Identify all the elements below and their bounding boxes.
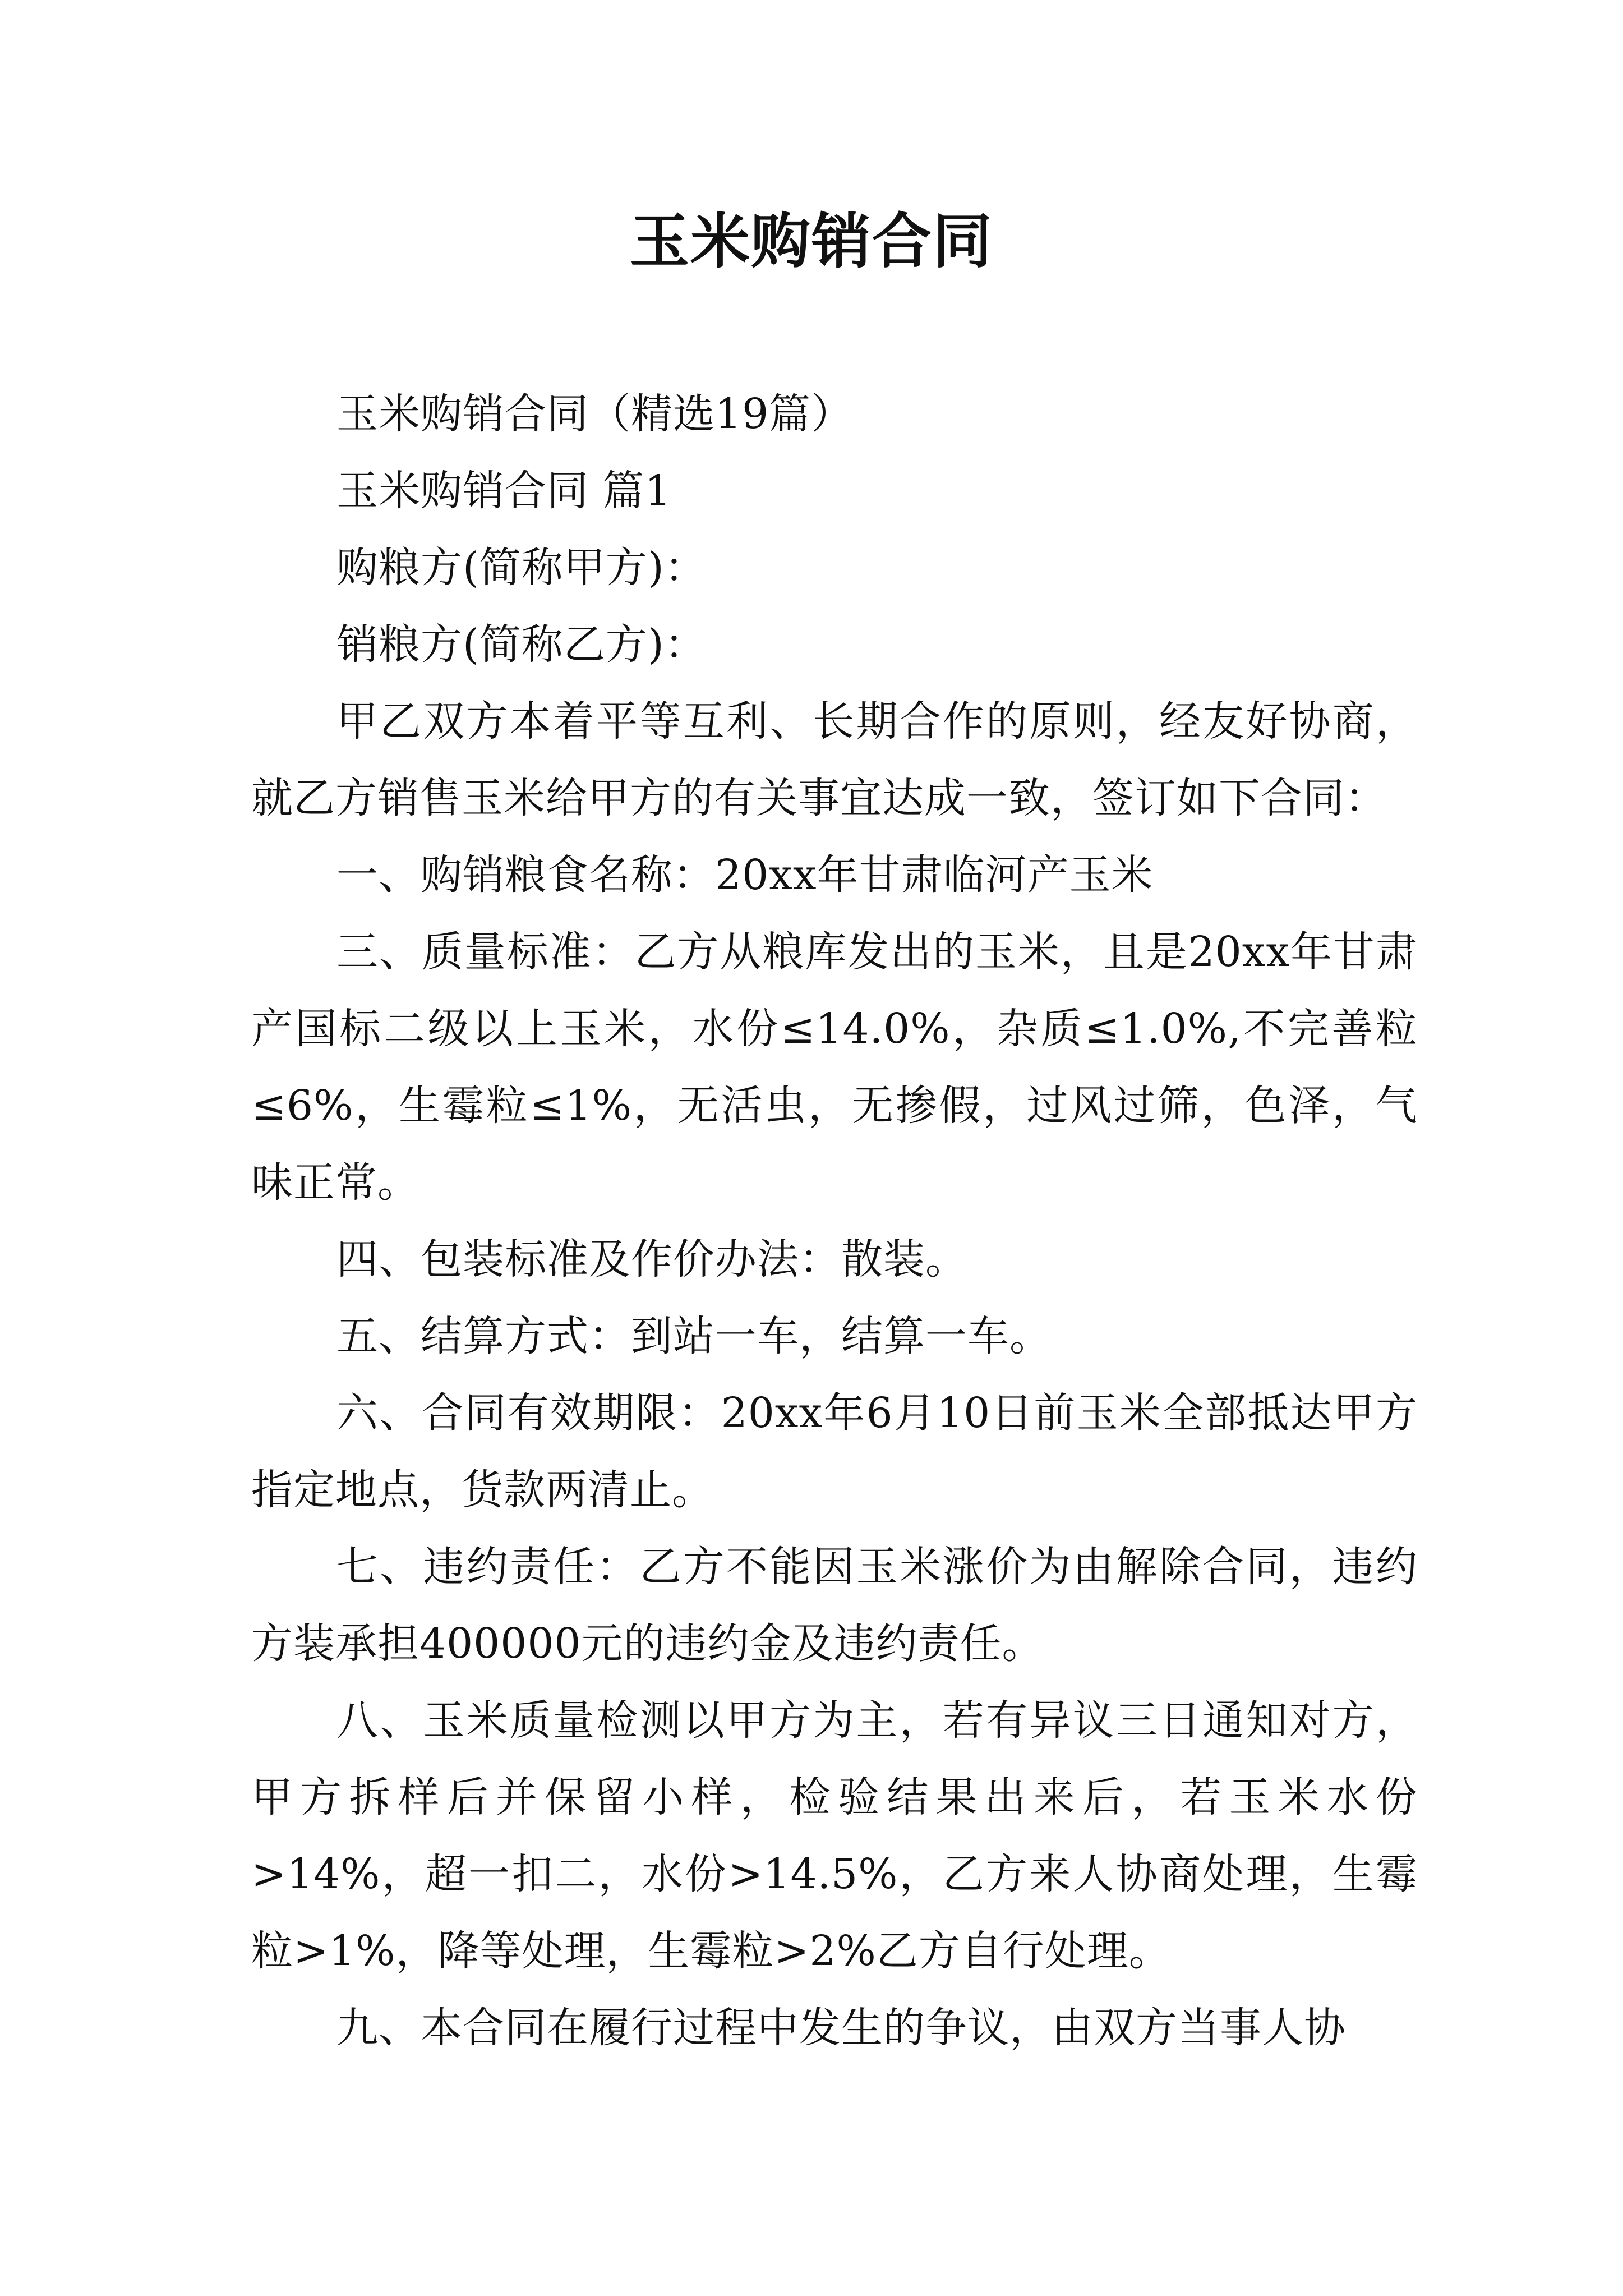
document-body xyxy=(251,376,1418,2067)
clause-5: 五、结算方式：到站一车，结算一车。 xyxy=(336,1312,1052,1360)
clause-3: 三、质量标准：乙方从粮库发出的玉米，且是20xx年甘肃产国标二级以上玉米，水份≤14.0%，杂质≤1.0%,不完善粒≤6%，生霉粒≤1%，无活虫，无掺假，过风过筛，色泽，气味正常。 xyxy=(251,928,1418,1207)
clause-9: 九、本合同在履行过程中发生的争议，由双方当事人协 xyxy=(336,2004,1346,2052)
clause-1: 一、购销粮食名称：20xx年甘肃临河产玉米 xyxy=(336,851,1154,899)
buyer-line: 购粮方(简称甲方)： xyxy=(336,544,707,592)
clause-7: 七、违约责任：乙方不能因玉米涨价为由解除合同，违约方装承担400000元的违约金及违约责任。 xyxy=(251,1543,1418,1668)
section-heading: 玉米购销合同 篇1 xyxy=(336,467,672,515)
document-title: 玉米购销合同 xyxy=(630,206,993,276)
clause-8: 八、玉米质量检测以甲方为主，若有异议三日通知对方，甲方拆样后并保留小样，检验结果出来后，若玉米水份>14%，超一扣二，水份>14.5%，乙方来人协商处理，生霉粒>1%，降等处理，生霉粒>2%乙方自行处理。 xyxy=(251,1696,1418,1975)
subtitle-paragraph: 玉米购销合同（精选19篇） xyxy=(336,390,854,438)
clause-4: 四、包装标准及作价办法：散装。 xyxy=(336,1235,967,1283)
intro-paragraph: 甲乙双方本着平等互利、长期合作的原则，经友好协商，就乙方销售玉米给甲方的有关事宜达成一致，签订如下合同： xyxy=(251,697,1418,822)
clause-6: 六、合同有效期限：20xx年6月10日前玉米全部抵达甲方指定地点，货款两清止。 xyxy=(251,1389,1418,1514)
seller-line: 销粮方(简称乙方)： xyxy=(336,620,707,669)
